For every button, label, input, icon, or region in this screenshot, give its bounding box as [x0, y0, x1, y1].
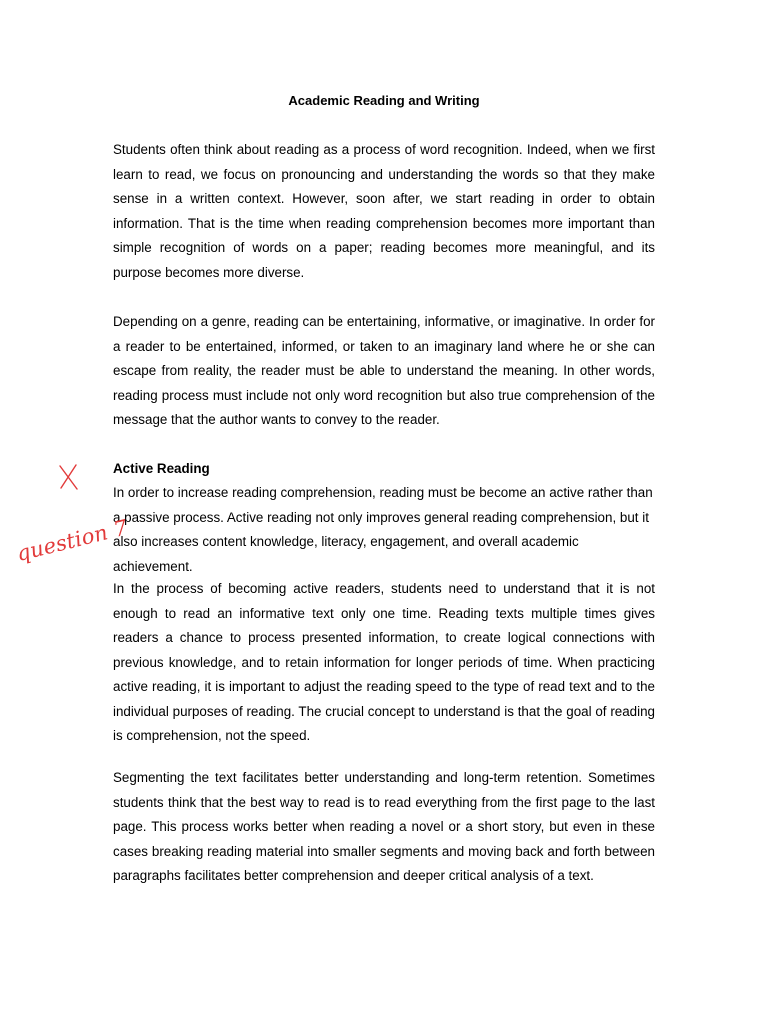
- paragraph-1: Students often think about reading as a process of word recognition. Indeed, when we first learn to read, we focus on pronouncing and understanding the words so that they make sense in a written context. However, soon after, we start reading in order to obtain information. That is the time when reading comprehension becomes more important than simple recognition of words on a paper; reading becomes more meaningful, and its purpose becomes more diverse.: [113, 142, 655, 280]
- section-paragraph-3: Segmenting the text facilitates better understanding and long-term retention. Sometimes students think that the best way to read is to read everything from the first page to the last page. This process works better when reading a novel or a short story, but even in these cases breaking reading material into smaller segments and moving back and forth between paragraphs facilitates better comprehension and deeper critical analysis of a text.: [113, 770, 655, 883]
- paragraph-2: Depending on a genre, reading can be entertaining, informative, or imaginative. In order for a reader to be entertained, informed, or taken to an imaginary land where he or she can escape from reality, the reader must be able to understand the meaning. In other words, reading process must include not only word recognition but also true comprehension of the message that the author wants to convey to the reader.: [113, 314, 655, 427]
- section-paragraph-2: In the process of becoming active readers, students need to understand that it is not enough to read an informative text only one time. Reading texts multiple times gives readers a chance to process presented information, to create logical connections with previous knowledge, and to retain information for longer periods of time. When practicing active reading, it is important to adjust the reading speed to the type of read text and to the individual purposes of reading. The crucial concept to understand is that the goal of reading is comprehension, not the speed.: [113, 581, 655, 743]
- document-title: Academic Reading and Writing: [288, 93, 480, 108]
- handwritten-x-mark-icon: [58, 462, 80, 492]
- handwritten-note-question-7: question 7: [14, 515, 131, 566]
- section-paragraph-1: In order to increase reading comprehension, reading must be become an active rather than a passive process. Active reading not only improves general reading comprehension, but it also increases content knowledge, literacy, engagement, and overall academic achievement.: [113, 485, 653, 574]
- section-heading-active-reading: Active Reading: [113, 461, 210, 476]
